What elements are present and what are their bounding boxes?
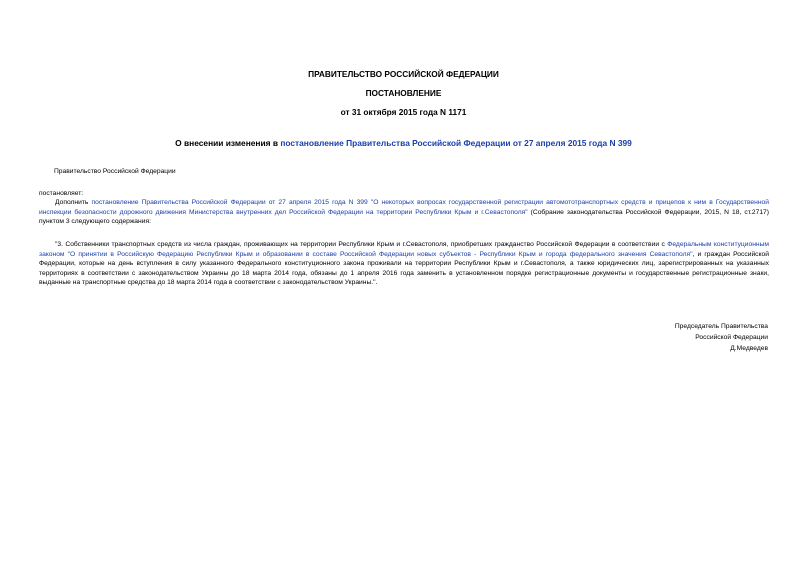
subject-prefix: О внесении изменения в — [175, 138, 281, 148]
p2-text-end: , и граждан Российской Федерации, которые на день вступления в силу указанного Федерального конституционного закона проживали на территории Республики Крым и г.Севастополя, а также юридических лиц, зарегистрированных на указанных территориях в соответствии с законодательством Украины до 18 марта 2014 года, обязаны до 1 апреля 2016 года заменить в установленном порядке регистрационные документы и государственные регистрационные знаки, выданные на транспортные средства до 18 марта 2014 года в соответствии с законодательством Украины.". — [39, 250, 769, 287]
p1-text-start: Дополнить — [55, 199, 92, 206]
amendment-paragraph — [39, 198, 769, 227]
p2-text-start: "3. Собственники транспортных средств из числа граждан, проживающих на территории Республики Крым и г.Севастополя, приобретших гражданство Российской Федерации в соответствии с — [55, 241, 668, 248]
government-heading: ПРАВИТЕЛЬСТВО РОССИЙСКОЙ ФЕДЕРАЦИИ — [308, 69, 499, 79]
document-type: ПОСТАНОВЛЕНИЕ — [365, 88, 442, 98]
constitutional-law-link[interactable]: Федеральным конституционным законом "О принятии в Российскую Федерацию Республики Крым и образовании в составе Российской Федерации новых субъектов - Республики Крым и города федерального значения Севастополя" — [39, 241, 769, 258]
subject-decree-link[interactable]: постановление Правительства Российской Федерации от 27 апреля 2015 года N 399 — [280, 138, 632, 148]
signatory-name: Д.Медведев — [730, 345, 768, 352]
decree-399-link[interactable]: постановление Правительства Российской Федерации от 27 апреля 2015 года N 399 "О некоторых вопросах государственной регистрации автомототранспортных средств и прицепов к ним в Государственной инспекции безопасности дорожного движения Министерства внутренних дел Российской Федерации на территории Республики Крым и г.Севастополя" — [39, 199, 769, 216]
signatory-title-line1: Председатель Правительства — [674, 323, 768, 330]
signatory-title-line2: Российской Федерации — [695, 334, 768, 341]
decree-word: постановляет: — [39, 190, 84, 197]
new-clause-paragraph — [39, 240, 769, 288]
issuer-text: Правительство Российской Федерации — [54, 168, 176, 175]
document-date-number: от 31 октября 2015 года N 1171 — [340, 107, 467, 117]
p1-text-end: (Собрание законодательства Российской Федерации, 2015, N 18, ст.2717) пунктом 3 следующего содержания: — [39, 208, 769, 226]
document-subject — [0, 138, 807, 148]
